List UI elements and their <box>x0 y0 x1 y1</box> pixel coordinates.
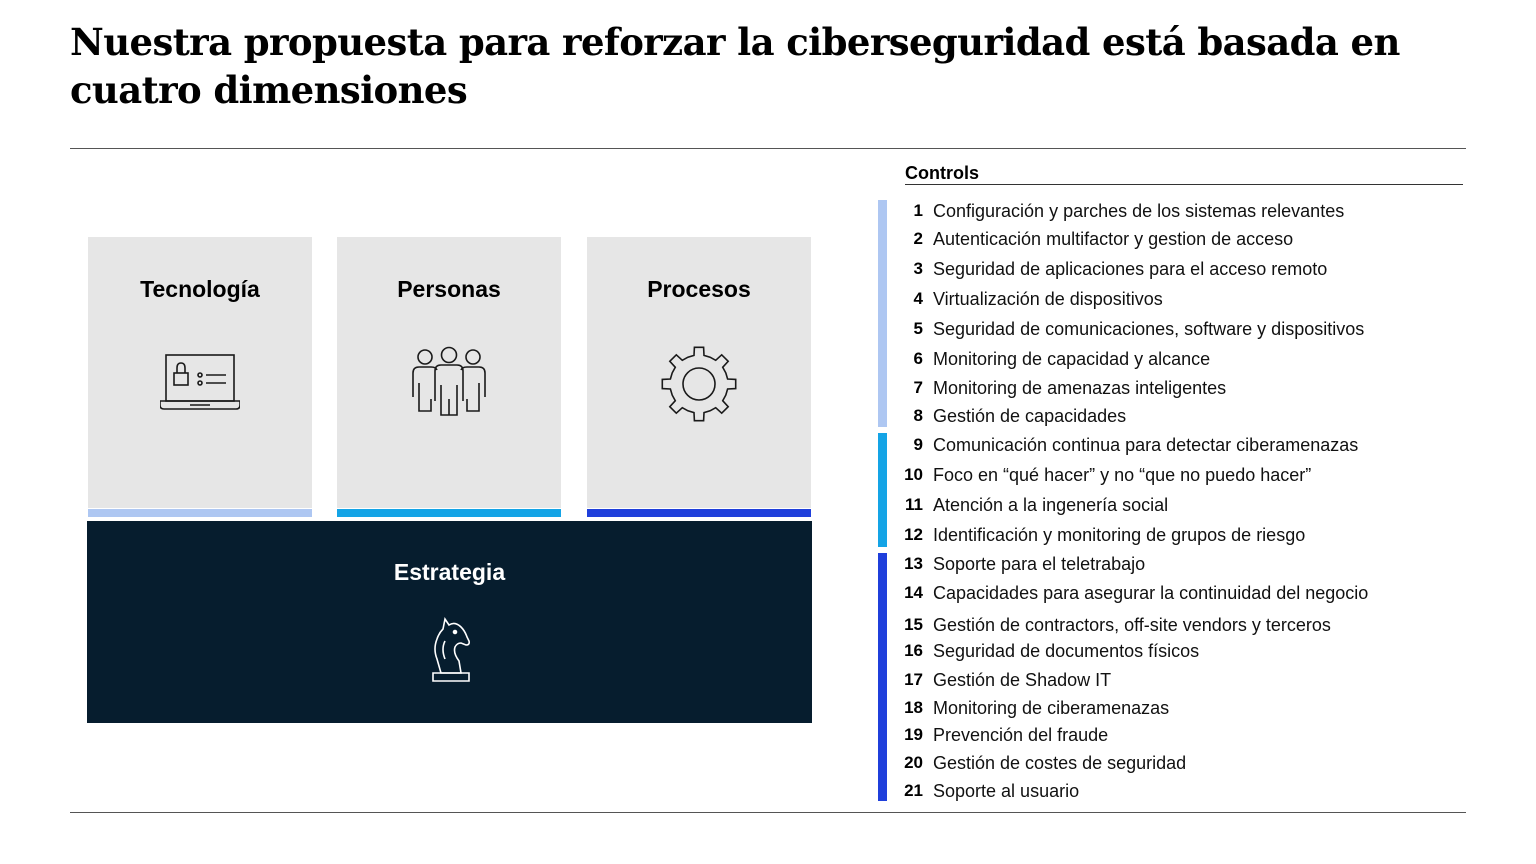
control-item <box>897 639 1199 663</box>
page-title: Nuestra propuesta para reforzar la ciberseguridad está basada en cuatro dimensiones <box>70 20 1400 112</box>
controls-header: Controls <box>905 163 1463 185</box>
control-label: Gestión de costes de seguridad <box>933 752 1187 773</box>
control-number: 14 <box>904 583 923 602</box>
control-item <box>897 751 1186 775</box>
control-number: 15 <box>904 615 923 634</box>
control-number: 5 <box>913 319 923 338</box>
control-label: Seguridad de aplicaciones para el acceso remoto <box>933 258 1328 279</box>
gear-icon <box>659 339 739 425</box>
personas-color-bar <box>337 509 561 517</box>
control-label: Gestión de Shadow IT <box>933 669 1112 690</box>
control-item <box>897 199 1344 223</box>
control-number: 20 <box>904 753 923 772</box>
control-item <box>897 723 1108 747</box>
control-label: Seguridad de comunicaciones, software y dispositivos <box>933 318 1365 339</box>
control-group-bar <box>878 200 887 427</box>
control-number: 18 <box>904 698 923 717</box>
dimension-card-tecnologia <box>88 237 312 508</box>
control-number: 17 <box>904 670 923 689</box>
dimension-title: Procesos <box>647 276 751 302</box>
control-label: Soporte al usuario <box>933 780 1080 801</box>
control-label: Prevención del fraude <box>933 724 1109 745</box>
control-label: Capacidades para asegurar la continuidad del negocio <box>933 582 1369 603</box>
control-item <box>897 613 1331 637</box>
control-item <box>897 376 1226 400</box>
control-label: Virtualización de dispositivos <box>933 288 1163 309</box>
control-item <box>897 696 1169 720</box>
control-item <box>897 463 1311 487</box>
control-number: 9 <box>913 435 923 454</box>
control-item <box>897 668 1111 692</box>
control-item <box>897 493 1168 517</box>
control-label: Comunicación continua para detectar ciberamenazas <box>933 434 1359 455</box>
control-item <box>897 552 1145 576</box>
dimension-title: Personas <box>397 276 501 302</box>
control-item <box>897 523 1305 547</box>
laptop-lock-icon <box>160 339 240 425</box>
control-group-bar <box>878 433 887 547</box>
control-label: Seguridad de documentos físicos <box>933 640 1200 661</box>
people-group-icon <box>409 339 489 425</box>
dimension-card-procesos <box>587 237 811 508</box>
control-number: 8 <box>913 406 923 425</box>
control-number: 16 <box>904 641 923 660</box>
control-number: 2 <box>913 229 923 248</box>
control-number: 10 <box>904 465 923 484</box>
control-number: 7 <box>913 378 923 397</box>
top-divider <box>70 148 1466 149</box>
control-label: Foco en “qué hacer” y no “que no puedo hacer” <box>933 464 1312 485</box>
control-label: Gestión de capacidades <box>933 405 1127 426</box>
control-label: Configuración y parches de los sistemas relevantes <box>933 200 1345 221</box>
control-number: 13 <box>904 554 923 573</box>
strategy-title: Estrategia <box>393 559 506 585</box>
control-label: Identificación y monitoring de grupos de riesgo <box>933 524 1306 545</box>
strategy-panel <box>87 521 812 723</box>
control-item <box>897 317 1364 341</box>
control-number: 4 <box>913 289 923 308</box>
control-label: Gestión de contractors, off-site vendors y terceros <box>933 614 1331 635</box>
control-item <box>897 433 1358 457</box>
control-label: Monitoring de ciberamenazas <box>933 697 1170 718</box>
control-label: Monitoring de amenazas inteligentes <box>933 377 1227 398</box>
control-number: 6 <box>913 349 923 368</box>
control-item <box>897 404 1126 428</box>
procesos-color-bar <box>587 509 811 517</box>
control-number: 3 <box>913 259 923 278</box>
control-number: 11 <box>905 495 923 514</box>
control-item <box>897 779 1079 803</box>
control-number: 21 <box>904 781 923 800</box>
bottom-divider <box>70 812 1466 813</box>
control-item <box>897 257 1327 281</box>
control-number: 1 <box>913 201 923 220</box>
control-item <box>897 347 1210 371</box>
control-item <box>897 227 1293 251</box>
dimension-card-personas <box>337 237 561 508</box>
control-item <box>897 287 1163 311</box>
control-number: 19 <box>904 725 923 744</box>
control-group-bar <box>878 553 887 801</box>
tecnologia-color-bar <box>88 509 312 517</box>
dimension-title: Tecnología <box>140 276 260 302</box>
control-number: 12 <box>904 525 923 544</box>
control-item <box>897 581 1368 605</box>
chess-knight-icon <box>419 607 479 687</box>
control-label: Autenticación multifactor y gestion de acceso <box>933 228 1294 249</box>
control-label: Monitoring de capacidad y alcance <box>933 348 1211 369</box>
control-label: Soporte para el teletrabajo <box>933 553 1146 574</box>
control-label: Atención a la ingenería social <box>933 494 1169 515</box>
